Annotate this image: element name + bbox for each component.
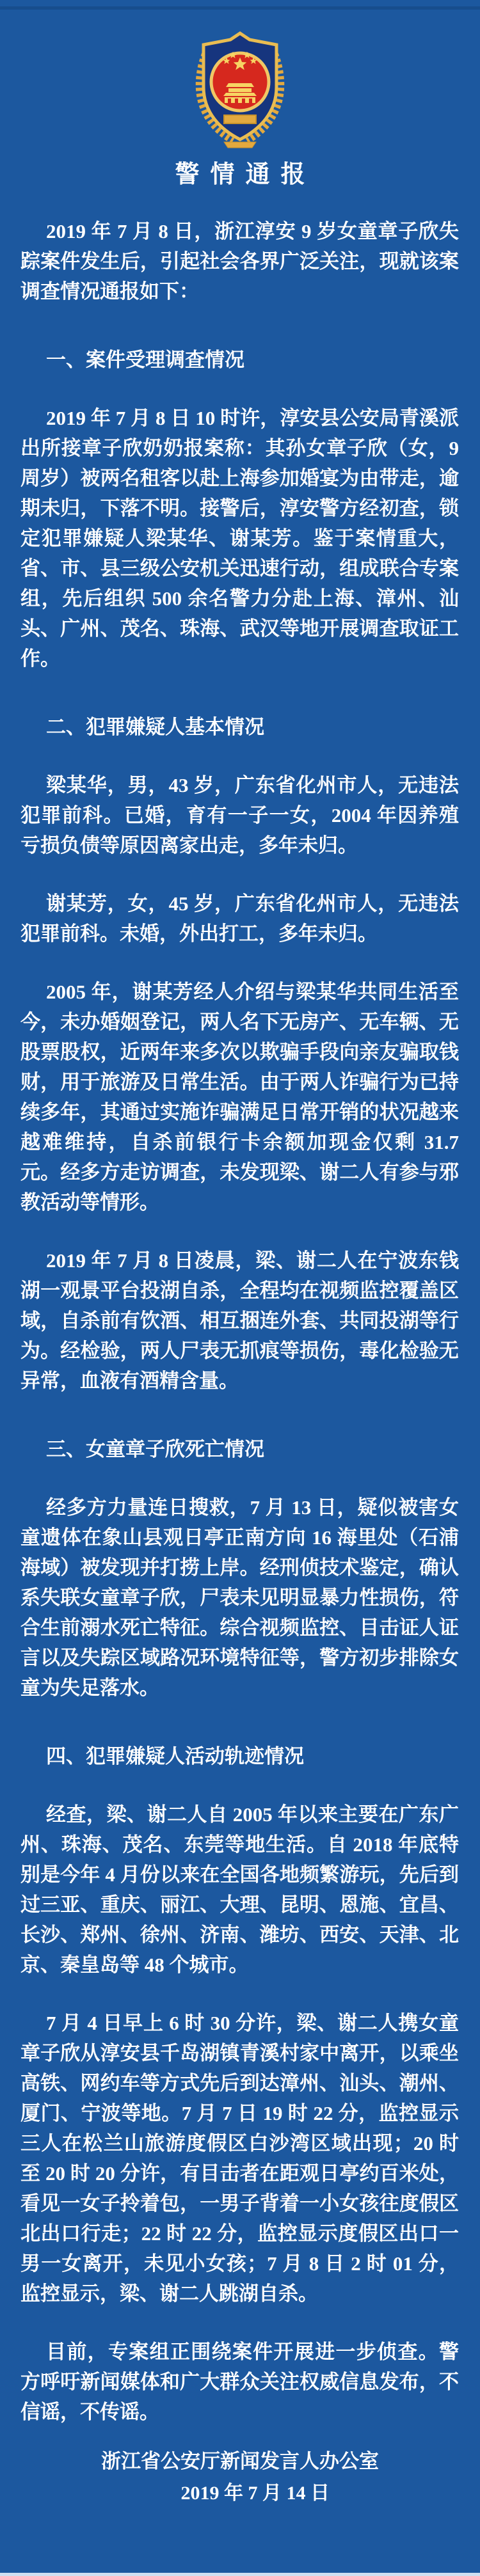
- section-2-paragraph: 谢某芳，女，45 岁，广东省化州市人，无违法犯罪前科。未婚，外出打工，多年未归。: [20, 892, 459, 945]
- page-title: 警情通报: [175, 161, 316, 188]
- badge-container: [0, 0, 480, 148]
- section-3-heading: 三、女童章子欣死亡情况: [46, 1438, 264, 1460]
- section-4-paragraph: 经查，梁、谢二人自 2005 年以来主要在广东广州、珠海、茂名、东莞等地生活。自 2018 年底特别是今年 4 月份以来在全国各地频繁游玩，先后到过三亚、重庆、丽江、大理、昆明、恩施、宜昌、长沙、郑州、徐州、济南、潍坊、西安、天津、北京、秦皇岛等 48 个城市。: [20, 1803, 459, 1976]
- section-4-heading: 四、犯罪嫌疑人活动轨迹情况: [46, 1745, 304, 1767]
- section-4-paragraph: 7 月 4 日早上 6 时 30 分许，梁、谢二人携女童章子欣从淳安县千岛湖镇青溪村家中离开，以乘坐高铁、网约车等方式先后到达漳州、汕头、潮州、厦门、宁波等地。7 月 7 日 19 时 22 分，监控显示三人在松兰山旅游度假区白沙湾区域出现；20 时至 20 时 20 分许，有目击者在距观日亭约百米处，看见一女子拎着包，一男子背着一小女孩往度假区北出口行走；22 时 22 分，监控显示度假区出口一男一女离开，未见小女孩；7 月 8 日 2 时 01 分，监控显示，梁、谢二人跳湖自杀。: [20, 2012, 459, 2305]
- bottom-edge-strip: [0, 2573, 480, 2576]
- section-2-paragraph: 2005 年，谢某芳经人介绍与梁某华共同生活至今，未办婚姻登记，两人名下无房产、无车辆、无股票股权，近两年来多次以欺骗手段向亲友骗取钱财，用于旅游及日常生活。由于两人诈骗行为已持续多年，其通过实施诈骗满足日常开销的状况越来越难维持，自杀前银行卡余额加现金仅剩 31.7 元。经多方走访调查，未发现梁、谢二人有参与邪教活动等情形。: [20, 981, 459, 1213]
- top-edge-band: [0, 6, 480, 10]
- section-2-heading: 二、犯罪嫌疑人基本情况: [46, 716, 264, 738]
- police-badge-icon: [188, 26, 292, 148]
- section-1-heading: 一、案件受理调查情况: [46, 349, 244, 371]
- intro-paragraph: 2019 年 7 月 8 日，浙江淳安 9 岁女童章子欣失踪案件发生后，引起社会各界广泛关注，现就该案调查情况通报如下：: [20, 220, 459, 303]
- signature-block: [0, 2446, 480, 2508]
- issuing-office: 浙江省公安厅新闻发言人办公室: [101, 2450, 379, 2472]
- section-2-paragraph: 2019 年 7 月 8 日凌晨，梁、谢二人在宁波东钱湖一观景平台投湖自杀，全程均在视频监控覆盖区域，自杀前有饮酒、相互捆连外套、共同投湖等行为。经检验，两人尸表无抓痕等损伤，毒化检验无异常，血液有酒精含量。: [20, 1249, 459, 1392]
- section-1-paragraph: 2019 年 7 月 8 日 10 时许，淳安县公安局青溪派出所接章子欣奶奶报案称：其孙女章子欣（女，9 周岁）被两名租客以赴上海参加婚宴为由带走，逾期未归，下落不明。接警后，淳安警方经初查，锁定犯罪嫌疑人梁某华、谢某芳。鉴于案情重大，省、市、县三级公安机关迅速行动，组成联合专案组，先后组织 500 余名警力分赴上海、漳州、汕头、广州、茂名、珠海、武汉等地开展调查取证工作。: [20, 407, 459, 670]
- section-3-paragraph: 经多方力量连日搜救，7 月 13 日，疑似被害女童遗体在象山县观日亭正南方向 16 海里处（石浦海域）被发现并打捞上岸。经刑侦技术鉴定，确认系失联女童章子欣，尸表未见明显暴力性损伤，符合生前溺水死亡特征。综合视频监控、目击证人证言以及失踪区域路况环境特征等，警方初步排除女童为失足落水。: [20, 1496, 459, 1699]
- closing-paragraph: 目前，专案组正围绕案件开展进一步侦查。警方呼吁新闻媒体和广大群众关注权威信息发布，不信谣，不传谣。: [20, 2341, 459, 2423]
- issue-date: 2019 年 7 月 14 日: [180, 2483, 330, 2504]
- bulletin-body: [0, 216, 480, 2427]
- section-2-paragraph: 梁某华，男，43 岁，广东省化州市人，无违法犯罪前科。已婚，育有一子一女，2004 年因养殖亏损负债等原因离家出走，多年未归。: [20, 774, 459, 857]
